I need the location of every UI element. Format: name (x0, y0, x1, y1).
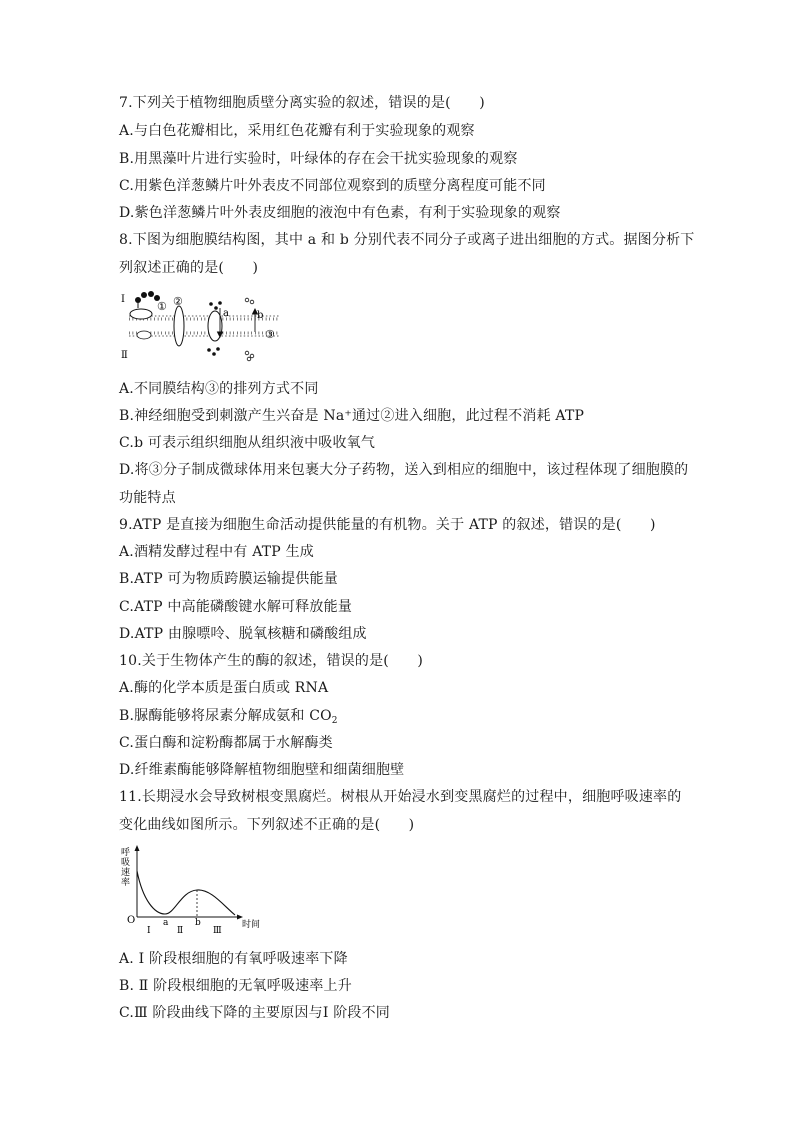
cell-membrane-figure (119, 288, 294, 366)
phase-3-label: Ⅲ (213, 926, 222, 936)
q8-option-d-line2: 功能特点 (119, 490, 176, 506)
q10-option-a: A.酶的化学本质是蛋白质或 RNA (119, 680, 329, 696)
q10-option-b-text: B.脲酶能够将尿素分解成氨和 CO (119, 708, 332, 724)
q9-stem: 9.ATP 是直接为细胞生命活动提供能量的有机物。关于 ATP 的叙述，错误的是( ) (119, 517, 656, 533)
label-a: a (223, 308, 229, 319)
label-b: b (257, 310, 264, 321)
q9-option-b: B.ATP 可为物质跨膜运输提供能量 (119, 571, 338, 587)
label-1: ① (157, 300, 167, 313)
phase-2-label: Ⅱ (177, 926, 184, 936)
x-axis-label: 时间 (242, 920, 261, 930)
q7-stem: 7.下列关于植物细胞质壁分离实验的叙述，错误的是( ) (119, 95, 485, 111)
q11-stem-line2: 变化曲线如图所示。下列叙述不正确的是( ) (119, 817, 415, 833)
q7-option-c: C.用紫色洋葱鳞片叶外表皮不同部位观察到的质壁分离程度可能不同 (119, 178, 546, 194)
q8-option-a: A.不同膜结构③的排列方式不同 (119, 381, 319, 397)
q7-option-a: A.与白色花瓣相比，采用红色花瓣有利于实验现象的观察 (119, 123, 475, 139)
q8-option-b: B.神经细胞受到刺激产生兴奋是 Na⁺通过②进入细胞，此过程不消耗 ATP (119, 408, 585, 424)
phase-1-label: Ⅰ (147, 926, 151, 936)
membrane-side-bottom-label: Ⅱ (121, 350, 128, 361)
q7-option-b: B.用黑藻叶片进行实验时，叶绿体的存在会干扰实验现象的观察 (119, 151, 518, 167)
co2-subscript: 2 (331, 716, 338, 726)
tick-a: a (163, 918, 169, 928)
q8-option-d-line1: D.将③分子制成微球体用来包裹大分子药物，送入到相应的细胞中，该过程体现了细胞膜的 (119, 462, 689, 478)
peripheral-protein (130, 309, 152, 319)
q9-option-c: C.ATP 中高能磷酸键水解可释放能量 (119, 599, 353, 615)
label-2: ② (173, 295, 183, 308)
svg-text:呼: 呼 (121, 848, 131, 858)
q10-option-c: C.蛋白酶和淀粉酶都属于水解酶类 (119, 735, 333, 751)
label-3: ③ (265, 328, 275, 341)
q11-option-c: C.Ⅲ 阶段曲线下降的主要原因与Ⅰ 阶段不同 (119, 1005, 390, 1021)
q11-option-b: B. Ⅱ 阶段根细胞的无氧呼吸速率上升 (119, 978, 352, 994)
svg-text:率: 率 (121, 878, 131, 888)
channel-protein (174, 306, 184, 346)
svg-text:吸: 吸 (121, 858, 131, 868)
q11-option-a: A. Ⅰ 阶段根细胞的有氧呼吸速率下降 (119, 951, 348, 967)
q9-option-a: A.酒精发酵过程中有 ATP 生成 (119, 544, 314, 560)
y-axis-label (121, 846, 130, 888)
q10-option-d: D.纤维素酶能够降解植物细胞壁和细菌细胞壁 (119, 762, 405, 778)
membrane-side-top-label: Ⅰ (121, 294, 125, 305)
q8-option-c: C.b 可表示组织细胞从组织液中吸收氧气 (119, 435, 376, 451)
origin-label: O (127, 915, 136, 926)
svg-text:速: 速 (121, 868, 131, 878)
q8-stem-line2: 列叙述正确的是( ) (119, 260, 259, 276)
respiration-curve (137, 871, 235, 915)
q11-stem-line1: 11.长期浸水会导致树根变黑腐烂。树根从开始浸水到变黑腐烂的过程中，细胞呼吸速率的 (119, 789, 682, 805)
q8-stem-line1: 8.下图为细胞膜结构图，其中 a 和 b 分别代表不同分子或离子进出细胞的方式。据图分析下 (119, 232, 695, 248)
q10-option-b (119, 707, 338, 730)
respiration-rate-graph (119, 843, 269, 938)
q9-option-d: D.ATP 由腺嘌呤、脱氧核糖和磷酸组成 (119, 626, 367, 642)
tick-b: b (195, 918, 201, 928)
q10-stem: 10.关于生物体产生的酶的叙述，错误的是( ) (119, 653, 423, 669)
q7-option-d: D.紫色洋葱鳞片叶外表皮细胞的液泡中有色素，有利于实验现象的观察 (119, 205, 561, 221)
